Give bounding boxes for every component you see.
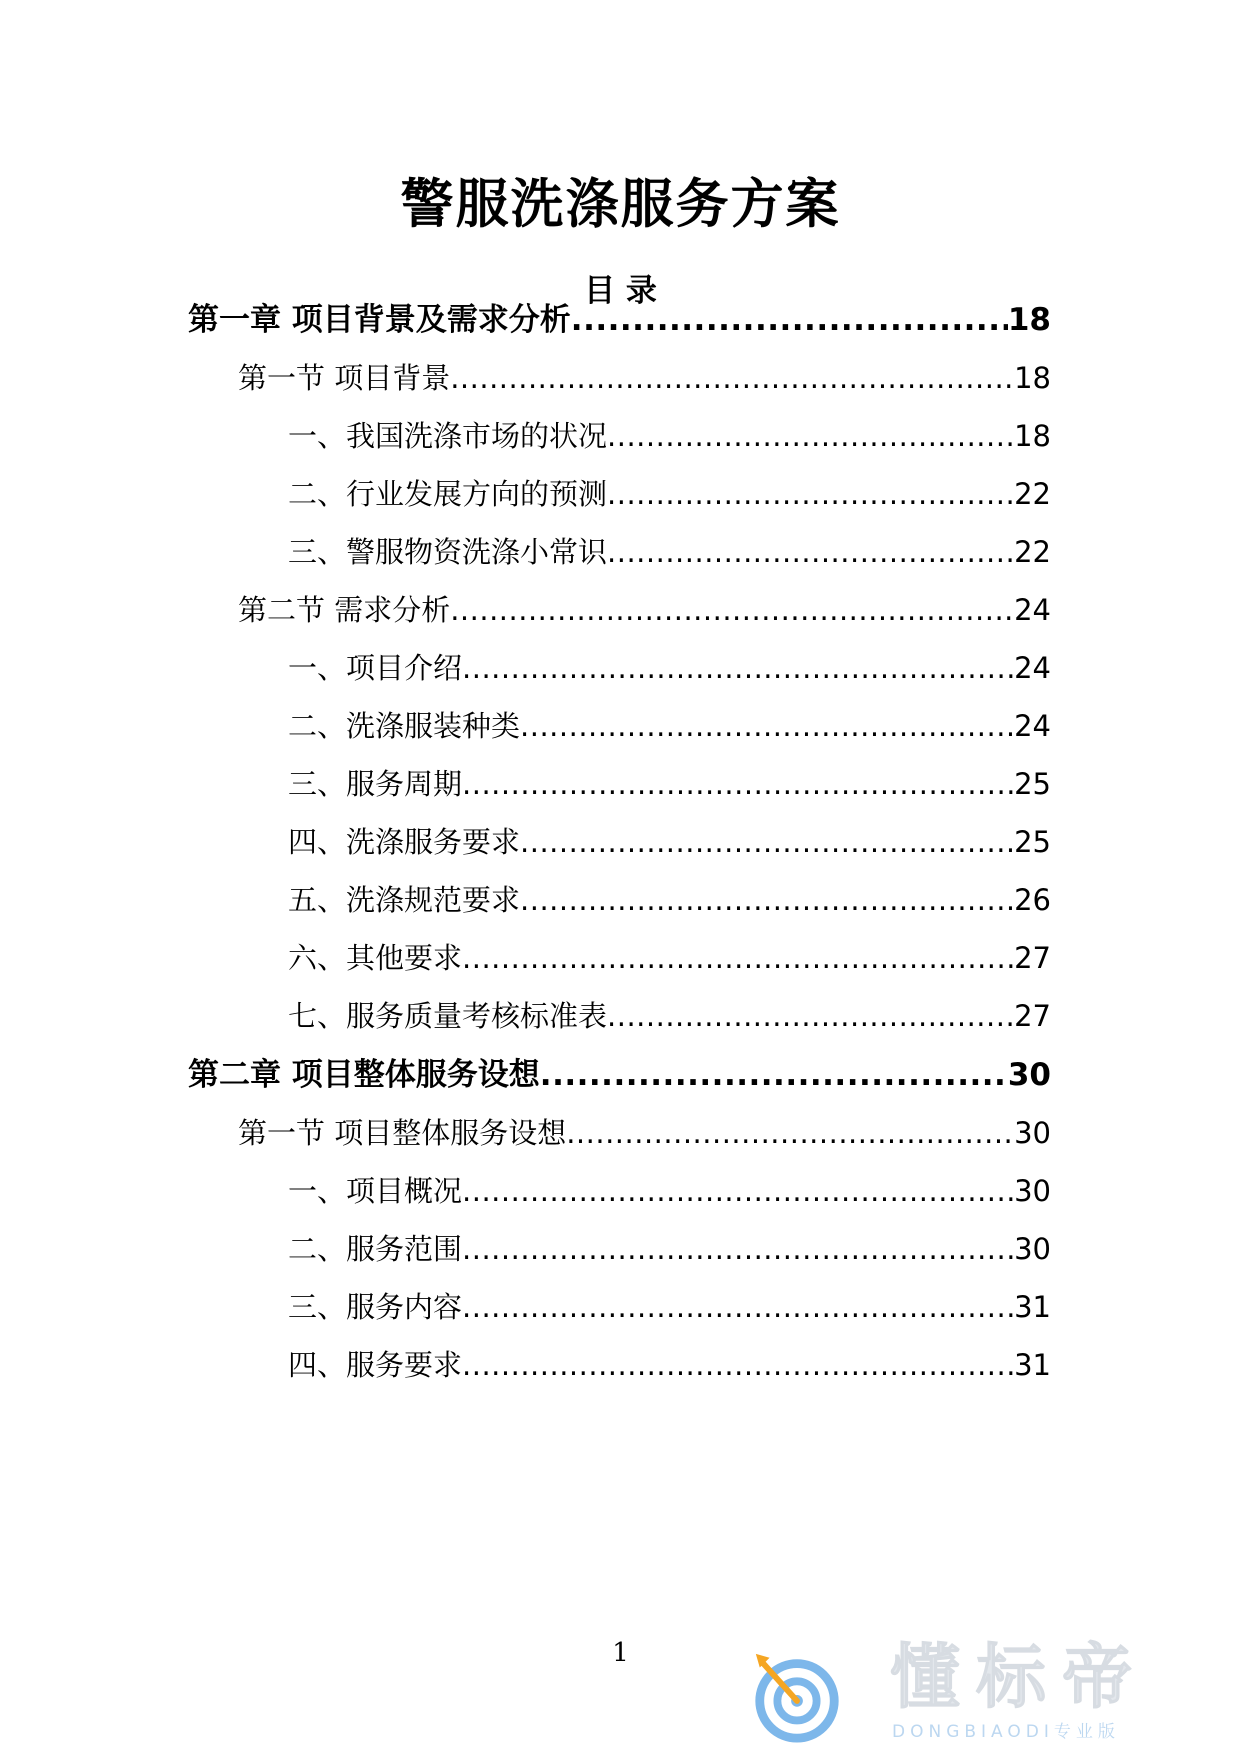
toc-leader-dots xyxy=(520,828,1014,857)
toc-page-number: 24 xyxy=(1014,709,1051,743)
toc-entry-title: 第二节 需求分析 xyxy=(238,593,451,627)
toc-entry[interactable] xyxy=(288,883,1051,917)
toc-entry[interactable] xyxy=(288,1348,1051,1382)
toc-entry[interactable] xyxy=(188,1057,1051,1093)
toc-page-number: 18 xyxy=(1014,361,1051,395)
toc-entry[interactable] xyxy=(288,477,1051,511)
toc-entry-title: 四、服务要求 xyxy=(288,1348,463,1382)
toc-entry-title: 二、行业发展方向的预测 xyxy=(288,477,608,511)
toc-leader-dots xyxy=(462,1235,1014,1264)
toc-page-number: 30 xyxy=(1014,1232,1051,1266)
toc-leader-dots xyxy=(520,886,1014,915)
toc-entry[interactable] xyxy=(288,825,1051,859)
toc-leader-dots xyxy=(450,596,1014,625)
toc-entry[interactable] xyxy=(288,941,1051,975)
toc-entry[interactable] xyxy=(288,1232,1051,1266)
toc-leader-dots xyxy=(607,422,1014,451)
toc-page-number: 31 xyxy=(1014,1290,1051,1324)
toc-entry-title: 二、洗涤服装种类 xyxy=(288,709,521,743)
target-arrow-icon xyxy=(748,1646,846,1744)
toc-leader-dots xyxy=(607,1002,1014,1031)
toc-entry-title: 三、警服物资洗涤小常识 xyxy=(288,535,608,569)
toc-leader-dots xyxy=(520,712,1014,741)
toc-page-number: 18 xyxy=(1007,302,1051,338)
toc-page-number: 24 xyxy=(1014,593,1051,627)
toc-leader-dots xyxy=(462,654,1014,683)
toc-heading: 目 录 xyxy=(584,273,657,309)
toc-entry[interactable] xyxy=(288,419,1051,453)
toc-leader-dots xyxy=(462,944,1014,973)
toc-entry-title: 七、服务质量考核标准表 xyxy=(288,999,608,1033)
toc-entry-title: 一、项目介绍 xyxy=(288,651,463,685)
toc-entry-title: 第二章 项目整体服务设想 xyxy=(188,1057,540,1093)
toc-page-number: 25 xyxy=(1014,825,1051,859)
toc-entry-title: 五、洗涤规范要求 xyxy=(288,883,521,917)
toc-entry[interactable] xyxy=(288,767,1051,801)
toc-page-number: 30 xyxy=(1014,1174,1051,1208)
toc-leader-dots xyxy=(566,1119,1014,1148)
toc-entry[interactable] xyxy=(288,1174,1051,1208)
toc-entry[interactable] xyxy=(288,535,1051,569)
watermark-brand-name: 懂标帝 xyxy=(890,1636,1148,1718)
toc-page-number: 18 xyxy=(1014,419,1051,453)
watermark-subtitle: DONGBIAODI专业版 xyxy=(892,1722,1120,1742)
toc-entry[interactable] xyxy=(188,302,1051,338)
toc-leader-dots xyxy=(607,480,1014,509)
toc-leader-dots xyxy=(462,1351,1014,1380)
toc-leader-dots xyxy=(462,1293,1014,1322)
toc-entry[interactable] xyxy=(238,361,1051,395)
toc-entry-title: 第一节 项目背景 xyxy=(238,361,451,395)
toc-leader-dots xyxy=(450,364,1014,393)
toc-leader-dots xyxy=(462,770,1014,799)
toc-entry-title: 一、项目概况 xyxy=(288,1174,463,1208)
toc-entry[interactable] xyxy=(238,593,1051,627)
toc-page-number: 31 xyxy=(1014,1348,1051,1382)
toc-page-number: 30 xyxy=(1007,1057,1051,1093)
document-title: 警服洗涤服务方案 xyxy=(400,174,841,235)
toc-entry-title: 二、服务范围 xyxy=(288,1232,463,1266)
toc-page-number: 30 xyxy=(1014,1116,1051,1150)
toc-page-number: 24 xyxy=(1014,651,1051,685)
toc-entry-title: 第一章 项目背景及需求分析 xyxy=(188,302,571,338)
toc-leader-dots xyxy=(607,538,1014,567)
toc-entry[interactable] xyxy=(288,651,1051,685)
toc-entry-title: 四、洗涤服务要求 xyxy=(288,825,521,859)
toc-page-number: 27 xyxy=(1014,941,1051,975)
toc-page-number: 25 xyxy=(1014,767,1051,801)
toc-page-number: 22 xyxy=(1014,535,1051,569)
toc-leader-dots xyxy=(462,1177,1014,1206)
toc-entry[interactable] xyxy=(288,1290,1051,1324)
toc-entry-title: 第一节 项目整体服务设想 xyxy=(238,1116,567,1150)
toc-entry-title: 一、我国洗涤市场的状况 xyxy=(288,419,608,453)
toc-entry-title: 三、服务内容 xyxy=(288,1290,463,1324)
toc-page-number: 27 xyxy=(1014,999,1051,1033)
toc-leader-dots xyxy=(571,305,1008,336)
toc-entry[interactable] xyxy=(238,1116,1051,1150)
watermark xyxy=(740,1636,1220,1750)
toc-page-number: 26 xyxy=(1014,883,1051,917)
toc-entry-title: 三、服务周期 xyxy=(288,767,463,801)
toc-entry[interactable] xyxy=(288,999,1051,1033)
toc-entry[interactable] xyxy=(288,709,1051,743)
toc-leader-dots xyxy=(540,1060,1008,1091)
toc-entry-title: 六、其他要求 xyxy=(288,941,463,975)
toc-page-number: 22 xyxy=(1014,477,1051,511)
page-number: 1 xyxy=(612,1638,629,1668)
